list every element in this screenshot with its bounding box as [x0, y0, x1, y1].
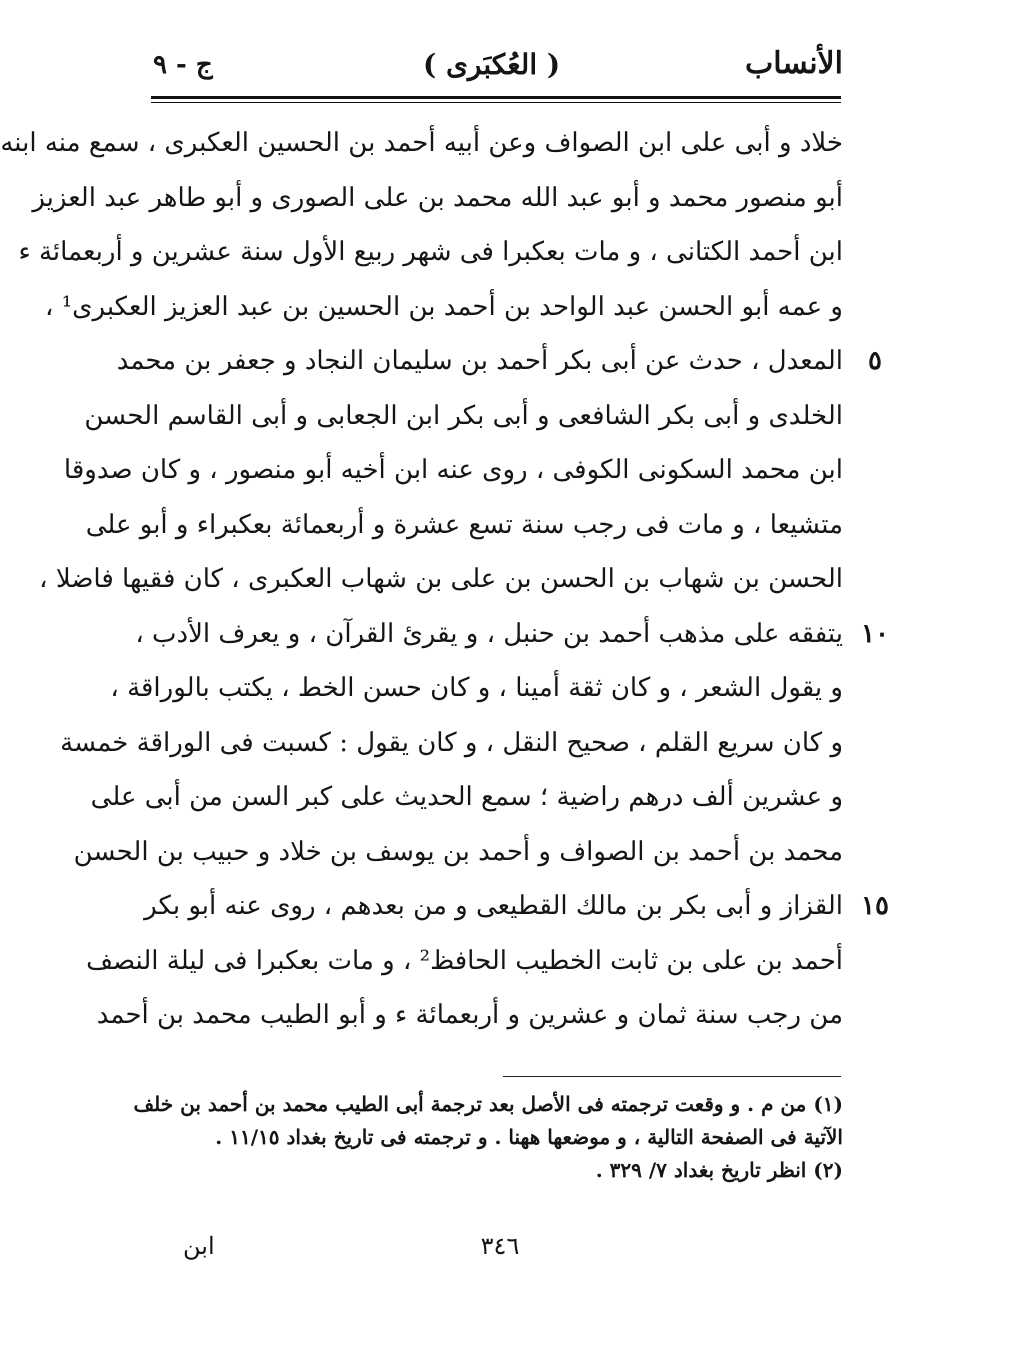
header-rule-thick [151, 96, 841, 99]
line-number-5: ٥ [868, 346, 882, 376]
text-line: و يقول الشعر ، و كان ثقة أمينا ، و كان حسن الخط ، يكتب بالوراقة ، [110, 673, 843, 703]
running-header [153, 40, 843, 90]
book-title: الأنساب [745, 46, 843, 81]
footnote-line: الآتية فى الصفحة التالية ، و موضعها ههنا . و ترجمته فى تاريخ بغداد ١١/١٥ . [215, 1125, 843, 1149]
volume-indicator: ج - ٩ [153, 50, 213, 80]
header-rule-thin [151, 102, 841, 103]
text-line: المعدل ، حدث عن أبى بكر أحمد بن سليمان النجاد و جعفر بن محمد [116, 346, 843, 376]
footnotes-block [133, 1088, 843, 1187]
text-line: من رجب سنة ثمان و عشرين و أربعمائة ء و أبو الطيب محمد بن أحمد [96, 1000, 843, 1030]
main-text-block [0, 116, 843, 1043]
text-line: و كان سريع القلم ، صحيح النقل ، و كان يقول : كسبت فى الوراقة خمسة [60, 727, 843, 758]
text-line: الخلدى و أبى بكر الشافعى و أبى بكر ابن الجعابى و أبى القاسم الحسن [84, 400, 843, 431]
footnote-line: (٢) انظر تاريخ بغداد ٧/ ٣٢٩ . [595, 1158, 843, 1182]
text-line: الحسن بن شهاب بن الحسن بن على بن شهاب العكبرى ، كان فقيها فاضلا ، [39, 564, 843, 594]
text-line: متشيعا ، و مات فى رجب سنة تسع عشرة و أربعمائة بعكبراء و أبو على [85, 509, 843, 540]
footnote-line: (١) من م . و وقعت ترجمته فى الأصل بعد ترجمة أبى الطيب محمد بن أحمد بن خلف [133, 1092, 843, 1116]
text-line: محمد بن أحمد بن الصواف و أحمد بن يوسف بن خلاد و حبيب بن الحسن [73, 836, 843, 867]
text-line: ابن أحمد الكتانى ، و مات بعكبرا فى شهر ربيع الأول سنة عشرين و أربعمائة ء [18, 237, 843, 267]
line-number-15: ١٥ [861, 891, 889, 921]
entry-title: ( العُكبَرى ) [423, 48, 561, 81]
text-line: ابن محمد السكونى الكوفى ، روى عنه ابن أخيه أبو منصور ، و كان صدوقا [63, 455, 843, 485]
page-number: ٣٤٦ [480, 1232, 520, 1260]
text-line: أحمد بن على بن ثابت الخطيب الحافظ² ، و مات بعكبرا فى ليلة النصف [86, 945, 843, 976]
text-line: أبو منصور محمد و أبو عبد الله محمد بن على الصورى و أبو طاهر عبد العزيز [32, 182, 843, 213]
text-line: القزاز و أبى بكر بن مالك القطيعى و من بعدهم ، روى عنه أبو بكر [144, 891, 843, 921]
text-line: يتفقه على مذهب أحمد بن حنبل ، و يقرئ القرآن ، و يعرف الأدب ، [135, 618, 843, 649]
text-line: و عشرين ألف درهم راضية ؛ سمع الحديث على كبر السن من أبى على [90, 782, 843, 812]
catchword: ابن [183, 1232, 215, 1260]
text-line: خلاد و أبى على ابن الصواف وعن أبيه أحمد بن الحسين العكبرى ، سمع منه ابنه [0, 128, 843, 158]
text-line: و عمه أبو الحسن عبد الواحد بن أحمد بن الحسين بن عبد العزيز العكبرى¹ ، [45, 291, 843, 322]
footnote-separator [503, 1076, 841, 1077]
line-number-10: ١٠ [861, 619, 889, 649]
